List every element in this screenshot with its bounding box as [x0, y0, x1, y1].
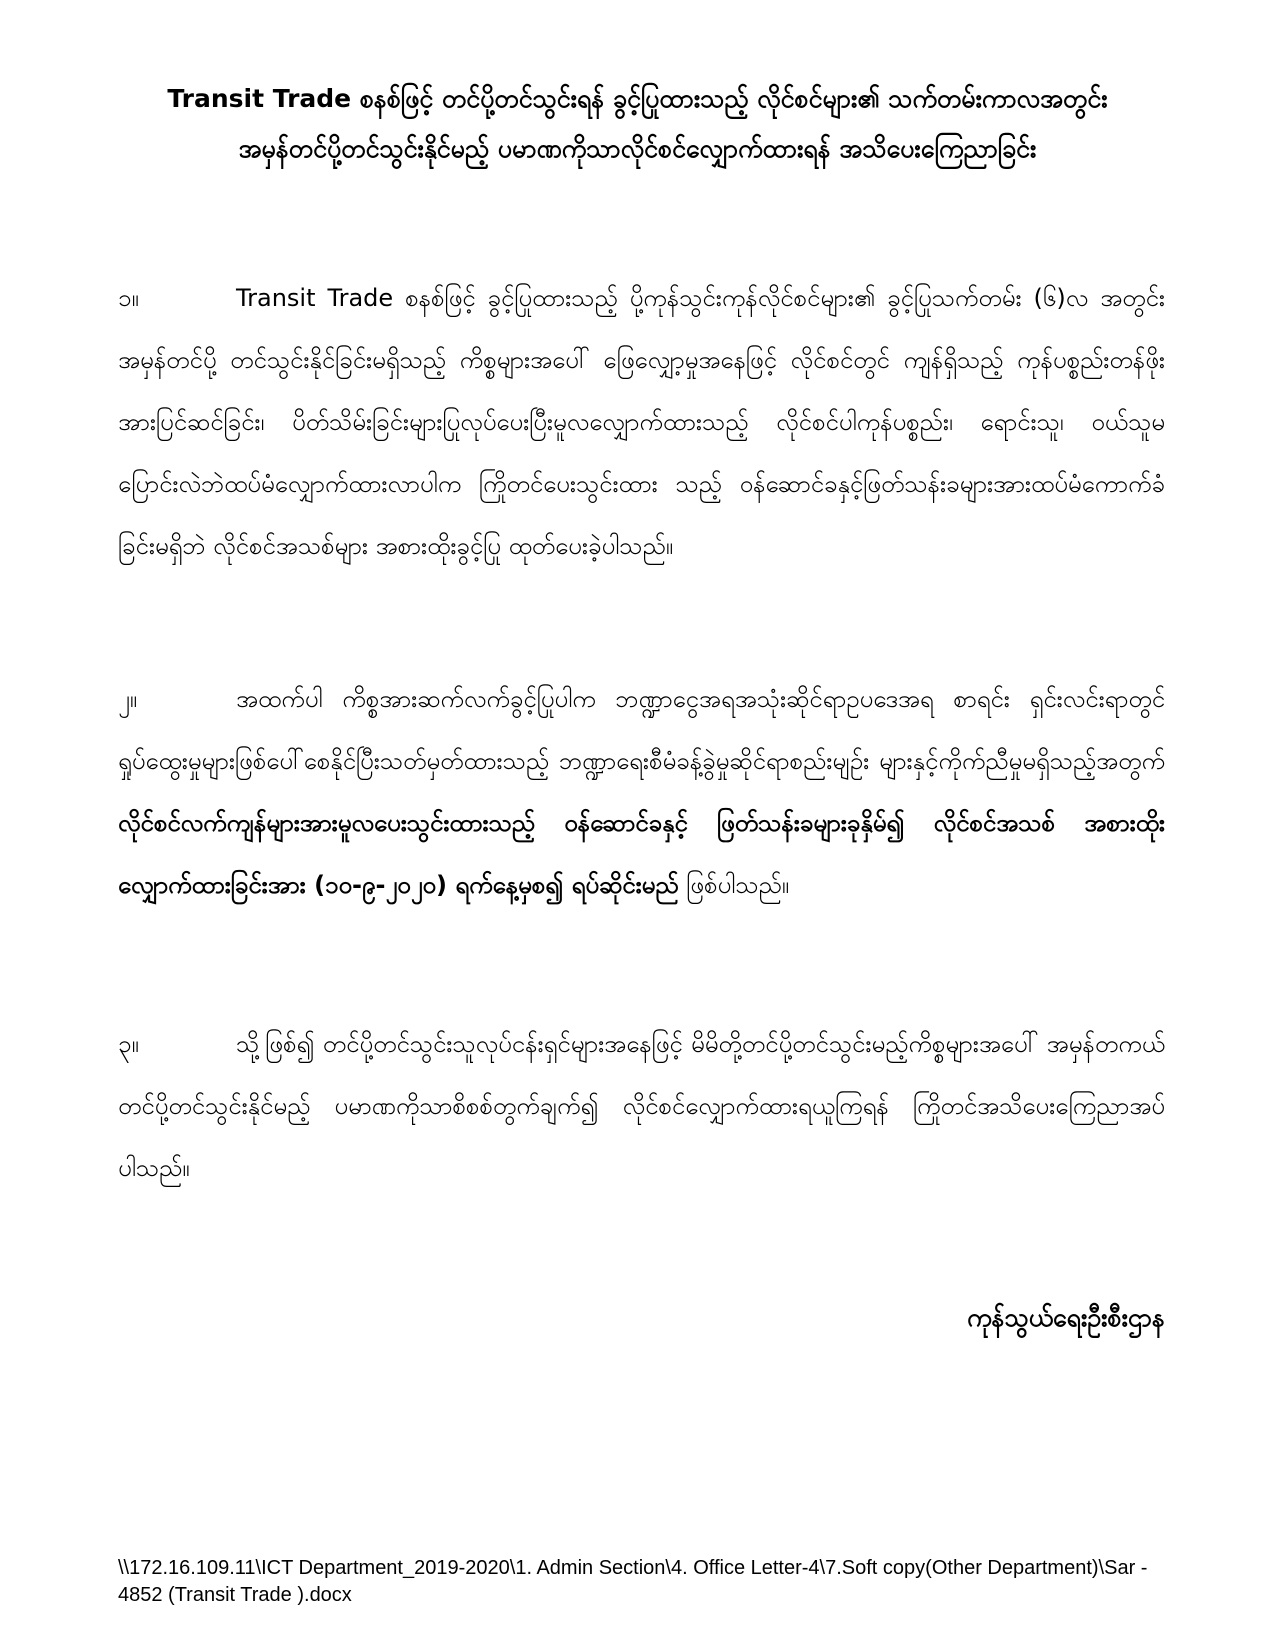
paragraph-number: ၁။: [118, 284, 139, 312]
paragraph-2: [118, 668, 1165, 916]
footer-line-1: \\172.16.109.11\ICT Department_2019-2020\1. Admin Section\4. Office Letter-4\7.Soft copy(Other Department)\Sar -: [118, 1557, 1148, 1579]
paragraph-number: ၃။: [118, 1030, 139, 1058]
title-line-1: Transit Trade စနစ်ဖြင့် တင်ပို့တင်သွင်းရန် ခွင့်ပြုထားသည့် လိုင်စင်များ၏ သက်တမ်းကာလအတွင်း: [167, 84, 1108, 113]
paragraph-text: အထက်ပါ ကိစ္စအားဆက်လက်ခွင့်ပြုပါက ဘဏ္ဍာငွေအရအသုံးဆိုင်ရာဥပဒေအရ စာရင်း ရှင်းလင်းရာတွင် ရှုပ်ထွေးမှုများဖြစ်ပေါ်စေနိုင်ပြီးသတ်မှတ်ထားသည့် ဘဏ္ဍာရေးစီမံခန့်ခွဲမှုဆိုင်ရာစည်းမျဉ်း များနှင့်ကိုက်ညီမှုမရှိသည့်အတွက်: [118, 685, 1165, 775]
paragraph-bold-text: လိုင်စင်လက်ကျန်များအားမူလပေးသွင်းထားသည့် ဝန်ဆောင်ခနှင့် ဖြတ်သန်းခများခုနှိမ်၍ လိုင်စင်အသစ် အစားထိုးလျှောက်ထားခြင်းအား (၁၀-၉-၂၀၂၀) ရက်နေ့မှစ၍ ရပ်ဆိုင်းမည်: [118, 809, 1165, 899]
paragraph-number: ၂။: [118, 685, 138, 713]
footer-line-2: 4852 (Transit Trade ).docx: [118, 1584, 352, 1606]
paragraph-text-end: ဖြစ်ပါသည်။: [686, 871, 789, 899]
paragraph-text: Transit Trade စနစ်ဖြင့် ခွင့်ပြုထားသည့် ပို့ကုန်သွင်းကုန်လိုင်စင်များ၏ ခွင့်ပြုသက်တမ်း (၆)လ အတွင်းအမှန်တင်ပို့ တင်သွင်းနိုင်ခြင်းမရှိသည့် ကိစ္စများအပေါ် ဖြေလျှော့မှုအနေဖြင့် လိုင်စင်တွင် ကျန်ရှိသည့် ကုန်ပစ္စည်းတန်ဖိုးအားပြင်ဆင်ခြင်း၊ ပိတ်သိမ်းခြင်းများပြုလုပ်ပေးပြီးမူလလျှောက်ထားသည့် လိုင်စင်ပါကုန်ပစ္စည်း၊ ရောင်းသူ၊ ဝယ်သူမပြောင်းလဲဘဲထပ်မံလျှောက်ထားလာပါက ကြိုတင်ပေးသွင်းထား သည့် ဝန်ဆောင်ခနှင့်ဖြတ်သန်းခများအားထပ်မံကောက်ခံခြင်းမရှိဘဲ လိုင်စင်အသစ်များ အစားထိုးခွင့်ပြု ထုတ်ပေးခဲ့ပါသည်။: [118, 284, 1165, 560]
signature-department: ကုန်သွယ်ရေးဦးစီးဌာန: [967, 1303, 1165, 1332]
paragraph-text: သို့ဖြစ်၍ တင်ပို့တင်သွင်းသူလုပ်ငန်းရှင်များအနေဖြင့် မိမိတို့တင်ပို့တင်သွင်းမည့်ကိစ္စများအပေါ် အမှန်တကယ်တင်ပို့တင်သွင်းနိုင်မည့် ပမာဏကိုသာစိစစ်တွက်ချက်၍ လိုင်စင်လျှောက်ထားရယူကြရန် ကြိုတင်အသိပေးကြေညာအပ်ပါသည်။: [118, 1030, 1165, 1182]
document-title: [110, 74, 1165, 174]
paragraph-1: [118, 267, 1165, 577]
title-line-2: အမှန်တင်ပို့တင်သွင်းနိုင်မည့် ပမာဏကိုသာလိုင်စင်လျှောက်ထားရန် အသိပေးကြေညာခြင်း: [238, 134, 1037, 163]
paragraph-3: [118, 1013, 1165, 1199]
file-path-footer: [118, 1555, 1165, 1609]
